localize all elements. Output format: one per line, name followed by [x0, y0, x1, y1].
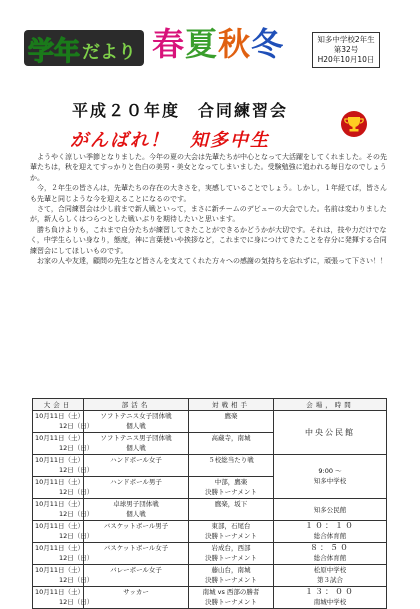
club-name: ハンドボール男子: [110, 477, 162, 486]
venue-place: 知多中学校: [313, 477, 347, 485]
table-row: [33, 542, 387, 564]
opponent-cell: [189, 520, 274, 542]
date-day1: 10月11日（土）: [35, 587, 85, 596]
club-cell: [84, 454, 189, 476]
club-sub: 個人戦: [126, 510, 146, 518]
table-row: [33, 410, 387, 432]
date-cell: [33, 520, 94, 542]
date-cell: [33, 432, 94, 454]
season-spring: 春: [152, 25, 186, 63]
date-day1: 10月11日（土）: [35, 543, 85, 552]
season-autumn: 秋: [218, 25, 252, 63]
date-day2: 12日（日）: [59, 532, 94, 540]
opponent-cell: [189, 476, 274, 498]
paragraph: ようやく涼しい季節となりました。今年の夏の大会は先輩たちが中心となって大活躍をしてくれました。その先輩たちは，秋を迎えてすっかりと色白の美男・美女となってしまいました。受験勉強に追われる毎日なのでしょうか。: [30, 153, 387, 182]
date-day1: 10月11日（土）: [35, 433, 85, 442]
season-winter: 冬: [251, 25, 285, 63]
slogan: がんばれ！ 知多中生: [70, 130, 270, 151]
club-name: バレーボール女子: [110, 565, 162, 574]
club-cell: [84, 586, 189, 608]
opponent-sub: 決勝トーナメント: [205, 532, 257, 540]
opponent-name: 鷹楽: [224, 411, 238, 420]
headline: 平成２０年度 合同練習会: [71, 101, 288, 120]
venue-cell: [274, 564, 387, 586]
club-name: サッカー: [123, 587, 149, 596]
header-club: 部活名: [84, 399, 189, 411]
club-cell: [84, 432, 189, 454]
date-day1: 10月11日（土）: [35, 521, 85, 530]
venue-cell: 知多公民館: [274, 498, 387, 520]
opponent-cell: [189, 586, 274, 608]
opponent-name: 高蔵寺，南城: [211, 433, 251, 442]
opponent-cell: [189, 454, 274, 476]
table-row: [33, 498, 387, 520]
table-row: [33, 564, 387, 586]
venue-place: 南城中学校: [313, 598, 347, 606]
venue-cell: [274, 520, 387, 542]
opponent-name: 藤山台，南城: [211, 565, 251, 574]
paragraph: さて，合同練習会は少し前まで新人戦といって，まさに新チームのデビューの大会でした。名前は変わりましたが，新人らしくはつらつとした戦いぶりを期待したいと思います。: [30, 205, 387, 224]
opponent-cell: [189, 498, 274, 520]
date-day2: 12日（日）: [59, 510, 94, 518]
venue-cell: [274, 542, 387, 564]
club-sub: 個人戦: [126, 444, 146, 452]
venue-cell: [274, 454, 387, 498]
table-row: [33, 454, 387, 476]
date-day2: 12日（日）: [59, 576, 94, 584]
club-name: バスケットボール男子: [103, 521, 169, 530]
date-cell: [33, 586, 94, 608]
venue-place: 松原中学校: [313, 565, 347, 574]
club-sub: 個人戦: [126, 422, 146, 430]
venue-cell: 中央公民館: [274, 410, 387, 454]
opponent-sub: 決勝トーナメント: [205, 598, 257, 606]
club-name: ソフトテニス女子団体戦: [100, 411, 172, 420]
paragraph: お家の人や友達，顧問の先生など皆さんを支えてくれた方々への感謝の気持ちを忘れずに，頑張って下さい！！: [37, 257, 387, 266]
opponent-cell: [189, 542, 274, 564]
date-day2: 12日（日）: [59, 466, 94, 474]
body-text: [30, 152, 390, 266]
opponent-name: 南城 vs 西部の勝者: [202, 587, 260, 596]
venue-time: 9:00 ～: [318, 466, 342, 475]
date-day2: 12日（日）: [59, 444, 94, 452]
season-summer: 夏: [185, 25, 219, 63]
date-cell: [33, 476, 94, 498]
opponent-name: ５校総当たり戦: [208, 455, 254, 464]
venue-time: １０：１０: [305, 520, 355, 530]
header-date: 大会日: [33, 399, 84, 411]
opponent-sub: 決勝トーナメント: [205, 576, 257, 584]
venue-note: 第３試合: [317, 576, 343, 584]
date-cell: [33, 542, 94, 564]
table-row: [33, 586, 387, 608]
date-day1: 10月11日（土）: [35, 455, 85, 464]
date-day1: 10月11日（土）: [35, 411, 85, 420]
issue-number: 第32号: [333, 45, 359, 54]
opponent-name: 岩成台，西部: [211, 543, 251, 552]
date-day1: 10月11日（土）: [35, 565, 85, 574]
match-schedule-table: [32, 398, 387, 609]
club-name: 卓球男子団体戦: [113, 499, 159, 508]
opponent-cell: [189, 432, 274, 454]
club-cell: [84, 520, 189, 542]
table-row: [33, 520, 387, 542]
table-header-row: [33, 399, 387, 411]
club-cell: [84, 476, 189, 498]
date-day1: 10月11日（土）: [35, 499, 85, 508]
club-name: ソフトテニス男子団体戦: [100, 433, 172, 442]
trophy-icon: [340, 110, 368, 138]
club-cell: [84, 498, 189, 520]
issue-date: H20年10月10日: [317, 55, 375, 64]
date-cell: [33, 454, 94, 476]
venue-place: 総合体育館: [313, 532, 347, 540]
date-cell: [33, 410, 94, 432]
opponent-name: 中部，鷹楽: [214, 477, 248, 486]
date-day2: 12日（日）: [59, 554, 94, 562]
issue-info-box: [312, 32, 380, 68]
paragraph: 勝ち負けよりも，これまで自分たちが練習してきたことができるかどうかが大切です。それは，技や力だけでなく，中学生らしい身なり，態度，神に言葉使いや挨拶など，これまでに身につけてきたことを存分に発揮する合同練習会にしてほしいものです。: [30, 225, 387, 255]
opponent-name: 鷹楽，坂下: [214, 499, 248, 508]
opponent-cell: [189, 410, 274, 432]
svg-text:学年: 学年: [28, 37, 81, 67]
paragraph: 今，２年生の皆さんは，先輩たちの存在の大きさを，実感していることでしょう。しかし，１年経てば，皆さんも先輩と同じような今を迎えることになるのです。: [30, 184, 387, 203]
date-day2: 12日（日）: [59, 422, 94, 430]
header-venue: 会場，時間: [274, 399, 387, 411]
date-cell: [33, 564, 94, 586]
venue-time: １３：００: [305, 586, 355, 596]
opponent-sub: 決勝トーナメント: [205, 554, 257, 562]
date-cell: [33, 498, 94, 520]
venue-cell: [274, 586, 387, 608]
club-cell: [84, 542, 189, 564]
club-cell: [84, 564, 189, 586]
club-name: バスケットボール女子: [103, 543, 169, 552]
masthead-season-title: [152, 26, 284, 62]
header-opponent: 対戦相手: [189, 399, 274, 411]
venue-place: 総合体育館: [313, 554, 347, 562]
opponent-sub: 決勝トーナメント: [205, 488, 257, 496]
date-day2: 12日（日）: [59, 598, 94, 606]
issue-grade: 知多中学校2年生: [317, 35, 375, 44]
club-cell: [84, 410, 189, 432]
opponent-name: 東部，石尾台: [211, 521, 251, 530]
venue-time: ８：５０: [310, 542, 350, 552]
svg-text:だより: だより: [82, 42, 136, 63]
date-day1: 10月11日（土）: [35, 477, 85, 486]
club-name: ハンドボール女子: [110, 455, 162, 464]
date-day2: 12日（日）: [59, 488, 94, 496]
school-newsletter-logo: [22, 24, 146, 72]
opponent-cell: [189, 564, 274, 586]
